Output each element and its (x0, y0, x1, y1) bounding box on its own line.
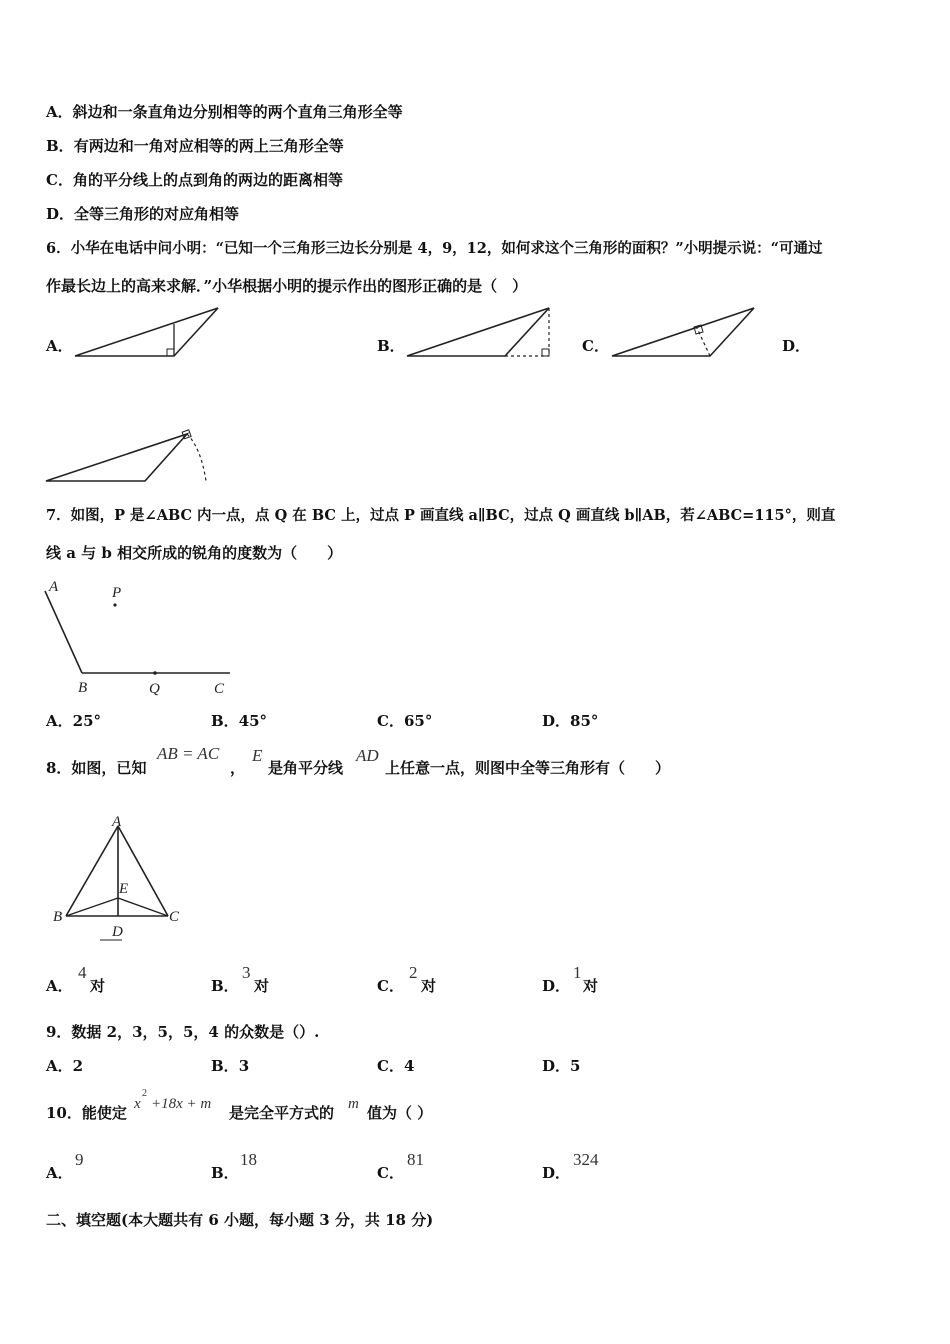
q8-figure (50, 812, 190, 947)
q6-option-a-label: A． (46, 337, 73, 355)
side-ac (118, 826, 168, 916)
q8-option-c-unit: 对 (421, 977, 437, 995)
q8-option-b-num: 3 (242, 963, 251, 982)
label-c: C (214, 681, 225, 697)
q9-option-b (211, 1056, 249, 1076)
option-text: 85° (570, 712, 599, 730)
q10-var-m: m (348, 1096, 359, 1112)
q8-math-ad: AD (356, 746, 379, 765)
option-label: D． (46, 205, 75, 223)
option-text: 45° (238, 712, 268, 730)
q8-option-a-unit: 对 (90, 977, 106, 995)
option-text: 2 (72, 1057, 84, 1075)
right-angle-mark (542, 349, 549, 356)
q7-stem-line2: 线 a 与 b 相交所成的锐角的度数为（ ） (46, 544, 343, 562)
q10-option-a-label: A． (46, 1164, 73, 1182)
option-label: A． (46, 712, 73, 730)
option-text: 65° (403, 712, 433, 730)
label-c: C (169, 909, 180, 925)
segment-ce (118, 898, 168, 916)
q10-prefix: 10．能使定 (46, 1104, 127, 1122)
label-a: A (49, 579, 59, 595)
section-2-title: 二、填空题(本大题共有 6 小题，每小题 3 分，共 18 分) (46, 1211, 434, 1229)
q9-option-a (46, 1056, 83, 1076)
triangle-a (75, 308, 218, 356)
q10-suffix: 值为（ ） (367, 1104, 433, 1122)
q6-option-d-label: D． (782, 337, 811, 355)
q5-option-d (46, 204, 239, 224)
q8-comma: ， (230, 759, 246, 777)
q7-option-a (46, 711, 101, 731)
option-label: C． (377, 1057, 404, 1075)
option-text: 4 (403, 1057, 415, 1075)
label-a: A (112, 814, 122, 830)
q8-math-e: E (252, 746, 263, 765)
q8-option-a-label: A． (46, 977, 73, 995)
side-ab (66, 826, 118, 916)
q8-option-d-unit: 对 (583, 977, 599, 995)
point-q (153, 671, 157, 675)
q7-stem-line1: 7．如图，P 是∠ABC 内一点，点 Q 在 BC 上，过点 P 画直线 a∥BC，过点 Q 画直线 b∥AB，若∠ABC=115°，则直 (46, 507, 836, 524)
option-text: 25° (72, 712, 102, 730)
option-label: C． (46, 171, 73, 189)
q6-figure-d (44, 428, 214, 486)
q9-stem: 9．数据 2，3，5，5，4 的众数是（）. (46, 1023, 320, 1041)
q6-stem-line1: 6．小华在电话中问小明：“已知一个三角形三边长分别是 4，9，12，如何求这个三角形的面积？”小明提示说：“可通过 (46, 240, 823, 257)
q10-expression: +18x + m (151, 1096, 212, 1112)
q9-option-c (377, 1056, 414, 1076)
ray-ba (45, 591, 82, 673)
option-text: 角的平分线上的点到角的两边的距离相等 (72, 171, 343, 189)
option-label: C． (377, 712, 404, 730)
option-label: A． (46, 103, 73, 121)
q8-option-d-label: D． (542, 977, 571, 995)
option-text: 有两边和一角对应相等的两上三角形全等 (73, 137, 344, 155)
q5-option-a (46, 102, 403, 122)
q6-option-b-label: B． (377, 337, 405, 355)
q10-option-c-label: C． (377, 1164, 404, 1182)
q6-figure-c (608, 300, 768, 365)
option-label: D． (542, 712, 571, 730)
q8-mid: 是角平分线 (268, 759, 344, 777)
option-text: 斜边和一条直角边分别相等的两个直角三角形全等 (72, 103, 403, 121)
q8-suffix: 上任意一点，则图中全等三角形有（ ） (385, 759, 671, 777)
option-label: B． (46, 137, 74, 155)
label-q: Q (149, 681, 160, 697)
point-p (113, 603, 116, 606)
option-label: B． (211, 1057, 239, 1075)
right-angle-mark (167, 349, 174, 356)
q10-option-a-num: 9 (75, 1150, 84, 1169)
triangle-c (612, 308, 754, 356)
option-text: 全等三角形的对应角相等 (74, 205, 240, 223)
q8-option-b-unit: 对 (254, 977, 270, 995)
q5-option-c (46, 170, 343, 190)
label-p: P (112, 585, 122, 601)
q10-option-d-num: 324 (573, 1150, 599, 1169)
q6-option-c-label: C． (582, 337, 609, 355)
q9-option-d (542, 1056, 580, 1076)
q6-stem-line2: 作最长边上的高来求解．”小华根据小明的提示作出的图形正确的是（ ） (46, 277, 528, 295)
q10-exponent: 2 (142, 1088, 147, 1099)
q8-option-d-num: 1 (573, 963, 582, 982)
q8-prefix: 8．如图，已知 (46, 759, 147, 777)
q10-option-b-label: B． (211, 1164, 239, 1182)
label-b: B (53, 909, 63, 925)
q8-option-c-num: 2 (409, 963, 418, 982)
q7-option-c (377, 711, 432, 731)
option-label: A． (46, 1057, 73, 1075)
segment-be (66, 898, 118, 916)
triangle-b (407, 308, 549, 356)
q7-option-b (211, 711, 267, 731)
label-e: E (119, 881, 129, 897)
q8-option-c-label: C． (377, 977, 404, 995)
q6-figure-b (403, 300, 563, 365)
q10-option-c-num: 81 (407, 1150, 424, 1169)
q7-figure (40, 575, 240, 700)
q6-figure-a (70, 300, 230, 365)
q8-option-a-num: 4 (78, 963, 87, 982)
q10-option-b-num: 18 (240, 1150, 257, 1169)
label-d: D (112, 924, 123, 940)
option-label: B． (211, 712, 239, 730)
q8-math-ab-ac: AB = AC (157, 744, 220, 763)
q10-mid: 是完全平方式的 (229, 1104, 335, 1122)
q7-option-d (542, 711, 598, 731)
label-b: B (78, 680, 88, 696)
option-label: D． (542, 1057, 571, 1075)
q8-option-b-label: B． (211, 977, 239, 995)
q10-option-d-label: D． (542, 1164, 571, 1182)
dashed-arc (187, 434, 206, 481)
option-text: 3 (238, 1057, 250, 1075)
q5-option-b (46, 136, 344, 156)
option-text: 5 (570, 1057, 581, 1075)
q10-var-x: x (134, 1096, 141, 1112)
